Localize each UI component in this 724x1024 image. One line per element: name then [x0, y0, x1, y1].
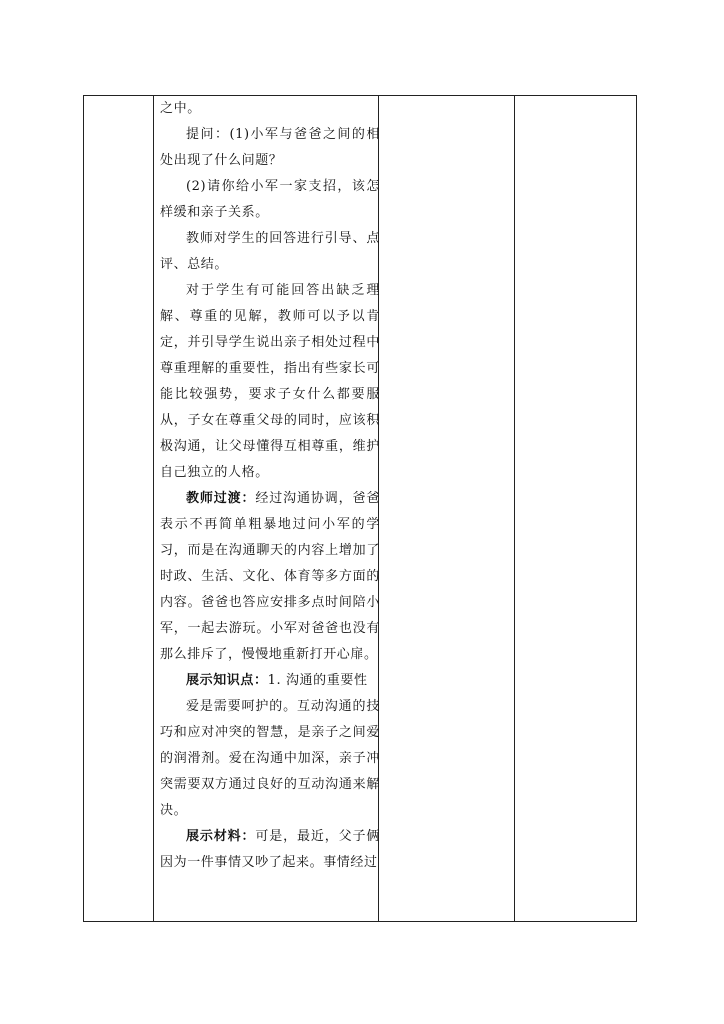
- explanation-paragraph: 对于学生有可能回答出缺乏理解、尊重的见解，教师可以予以肯定，并引导学生说出亲子相处过程中尊重理解的重要性，指出有些家长可能比较强势，要求子女什么都要服从，子女在尊重父母的同时，应该积极沟通，让父母懂得互相尊重，维护自己独立的人格。: [160, 283, 380, 480]
- paragraph-continuation: 之中。: [160, 101, 201, 116]
- teacher-guidance-paragraph: 教师对学生的回答进行引导、点评、总结。: [160, 231, 380, 272]
- column-divider: [153, 96, 154, 921]
- teaching-content-cell: [160, 96, 380, 876]
- question-paragraph-2: (2)请你给小军一家支招，该怎样缓和亲子关系。: [160, 179, 380, 220]
- column-divider: [514, 96, 515, 921]
- teacher-transition-label: 教师过渡：: [186, 491, 256, 506]
- teacher-transition-paragraph: [160, 486, 380, 668]
- knowledge-point-paragraph: [160, 668, 380, 694]
- knowledge-point-text: 1. 沟通的重要性: [267, 673, 368, 688]
- knowledge-point-label: 展示知识点：: [186, 673, 268, 688]
- material-paragraph: [160, 824, 380, 876]
- question-paragraph: 提问：(1)小军与爸爸之间的相处出现了什么问题？: [160, 127, 380, 168]
- knowledge-explanation-paragraph: 爱是需要呵护的。互动沟通的技巧和应对冲突的智慧，是亲子之间爱的润滑剂。爱在沟通中加深，亲子冲突需要双方通过良好的互动沟通来解决。: [160, 699, 380, 818]
- material-text: 可是，最近，父子俩因为一件事情又吵了起来。事情经过: [160, 829, 380, 870]
- teacher-transition-text: 经过沟通协调，爸爸表示不再简单粗暴地过问小军的学习，而是在沟通聊天的内容上增加了时政、生活、文化、体育等多方面的内容。爸爸也答应安排多点时间陪小军，一起去游玩。小军对爸爸也没有那么排斥了，慢慢地重新打开心扉。: [160, 491, 380, 662]
- lesson-table: [83, 95, 637, 922]
- material-label: 展示材料：: [186, 829, 256, 844]
